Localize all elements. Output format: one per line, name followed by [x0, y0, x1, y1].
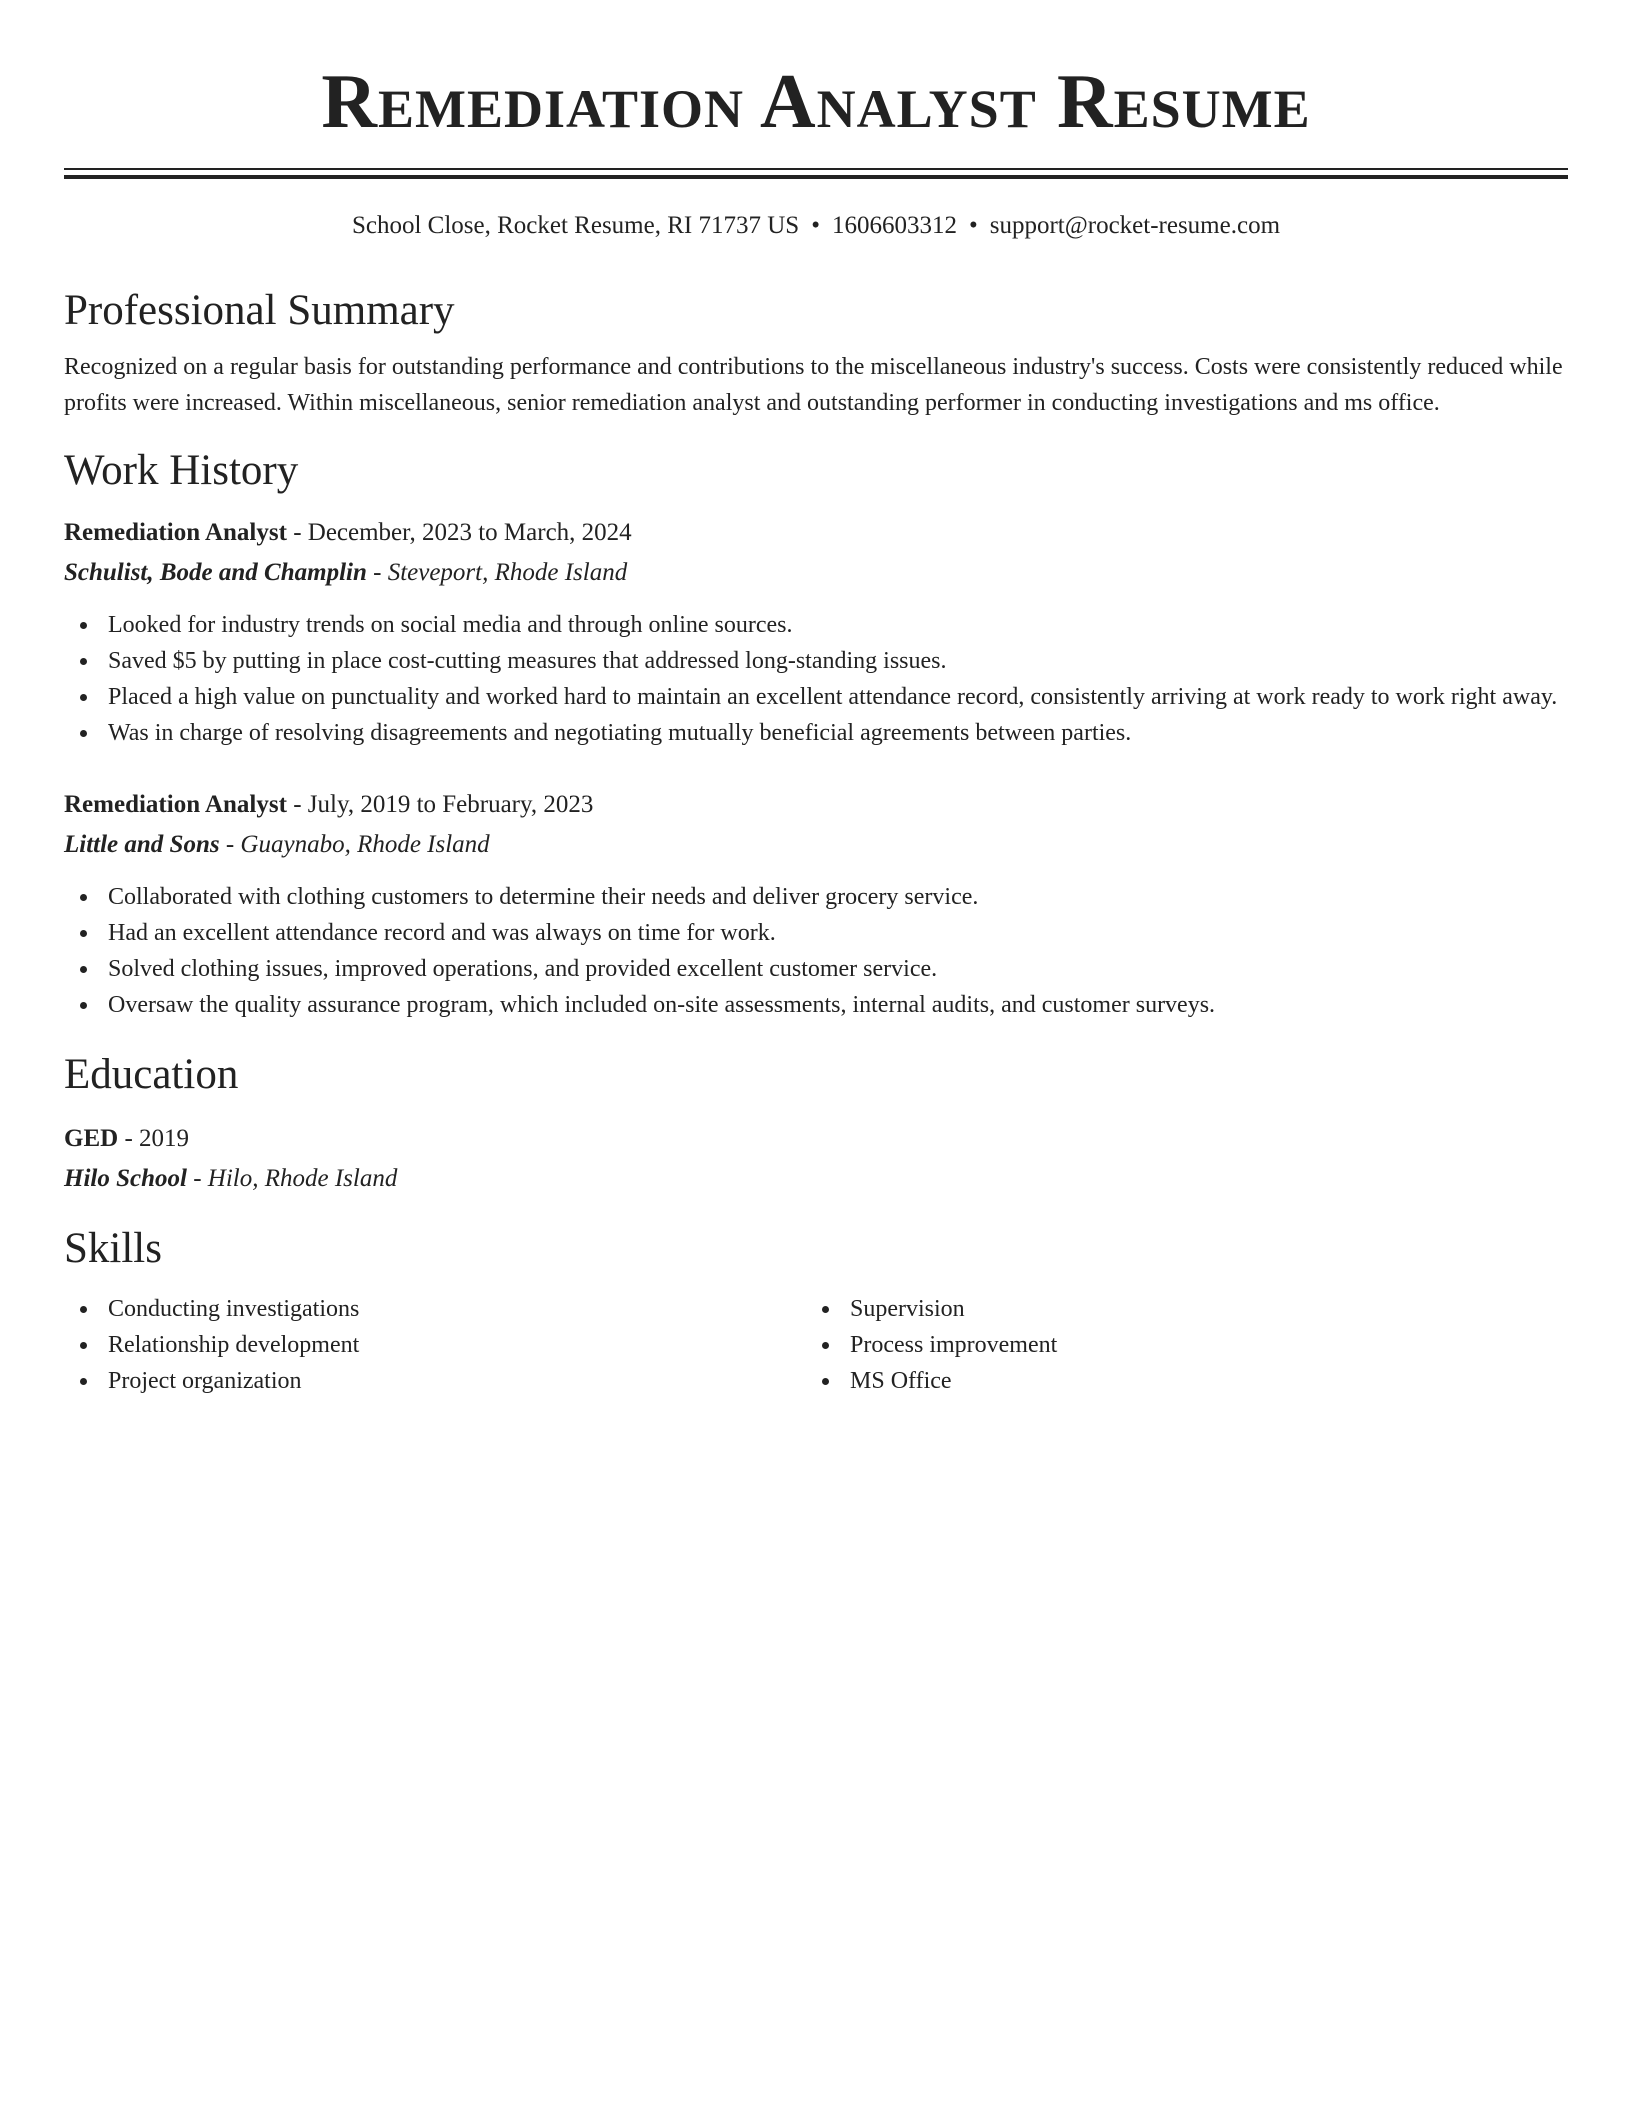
- education-degree-line: [64, 1119, 1568, 1159]
- job-company: Little and Sons: [64, 831, 220, 858]
- skill-item: Relationship development: [64, 1327, 806, 1363]
- job-entry: [64, 513, 1568, 751]
- summary-text: Recognized on a regular basis for outstanding performance and contributions to the miscellaneous industry's success. Costs were consistently reduced while profits were increased. Within miscellaneous, senior remediation analyst and outstanding performer in conducting investigations and ms office.: [64, 354, 1563, 416]
- job-bullet: Solved clothing issues, improved operations, and provided excellent customer service.: [64, 951, 1568, 987]
- skill-item: Conducting investigations: [64, 1291, 806, 1327]
- job-bullet: Placed a high value on punctuality and worked hard to maintain an excellent attendance record, consistently arriving at work ready to work right away.: [64, 679, 1568, 715]
- job-role: Remediation Analyst: [64, 791, 287, 818]
- contact-line: [64, 209, 1568, 243]
- job-dates: - July, 2019 to February, 2023: [286, 791, 594, 818]
- skill-item: Project organization: [64, 1363, 806, 1399]
- job-bullets: [64, 879, 1568, 1023]
- job-role: Remediation Analyst: [64, 519, 287, 546]
- job-title-line: [64, 513, 1568, 553]
- education-location: - Hilo, Rhode Island: [186, 1165, 398, 1192]
- skills-list-left: [64, 1291, 806, 1399]
- job-bullet: Collaborated with clothing customers to determine their needs and deliver grocery service.: [64, 879, 1568, 915]
- skills-heading: Skills: [64, 1225, 162, 1272]
- education-degree: GED: [64, 1125, 119, 1152]
- contact-email: support@rocket-resume.com: [989, 212, 1281, 239]
- resume-title: Remediation Analyst Resume: [321, 58, 1311, 144]
- work-history-heading: Work History: [64, 447, 299, 494]
- education-school-line: [64, 1159, 1568, 1199]
- skills-columns: [64, 1291, 1568, 1399]
- contact-separator: •: [811, 212, 820, 239]
- job-bullet: Had an excellent attendance record and was always on time for work.: [64, 915, 1568, 951]
- education-school: Hilo School: [64, 1165, 187, 1192]
- job-bullet: Oversaw the quality assurance program, which included on-site assessments, internal audits, and customer surveys.: [64, 987, 1568, 1023]
- contact-separator: •: [968, 212, 978, 239]
- job-title-line: [64, 785, 1568, 825]
- contact-address: School Close, Rocket Resume, RI 71737 US: [351, 212, 800, 239]
- skill-item: MS Office: [806, 1363, 1548, 1399]
- job-location: - Guaynabo, Rhode Island: [219, 831, 490, 858]
- job-dates: - December, 2023 to March, 2024: [286, 519, 632, 546]
- job-bullets: [64, 607, 1568, 751]
- job-entry: [64, 785, 1568, 1023]
- education-entry: [64, 1119, 1568, 1199]
- contact-phone: 1606603312: [831, 212, 957, 239]
- skills-list-right: [806, 1291, 1548, 1399]
- job-company-line: [64, 553, 1568, 593]
- job-location: - Steveport, Rhode Island: [366, 559, 628, 586]
- title-divider: [64, 168, 1568, 179]
- skill-item: Process improvement: [806, 1327, 1548, 1363]
- summary-heading: Professional Summary: [64, 287, 455, 334]
- job-company-line: [64, 825, 1568, 865]
- job-bullet: Saved $5 by putting in place cost-cutting measures that addressed long-standing issues.: [64, 643, 1568, 679]
- skill-item: Supervision: [806, 1291, 1548, 1327]
- education-heading: Education: [64, 1051, 239, 1098]
- job-bullet: Looked for industry trends on social media and through online sources.: [64, 607, 1568, 643]
- education-year: - 2019: [118, 1125, 190, 1152]
- job-bullet: Was in charge of resolving disagreements and negotiating mutually beneficial agreements between parties.: [64, 715, 1568, 751]
- job-company: Schulist, Bode and Champlin: [64, 559, 367, 586]
